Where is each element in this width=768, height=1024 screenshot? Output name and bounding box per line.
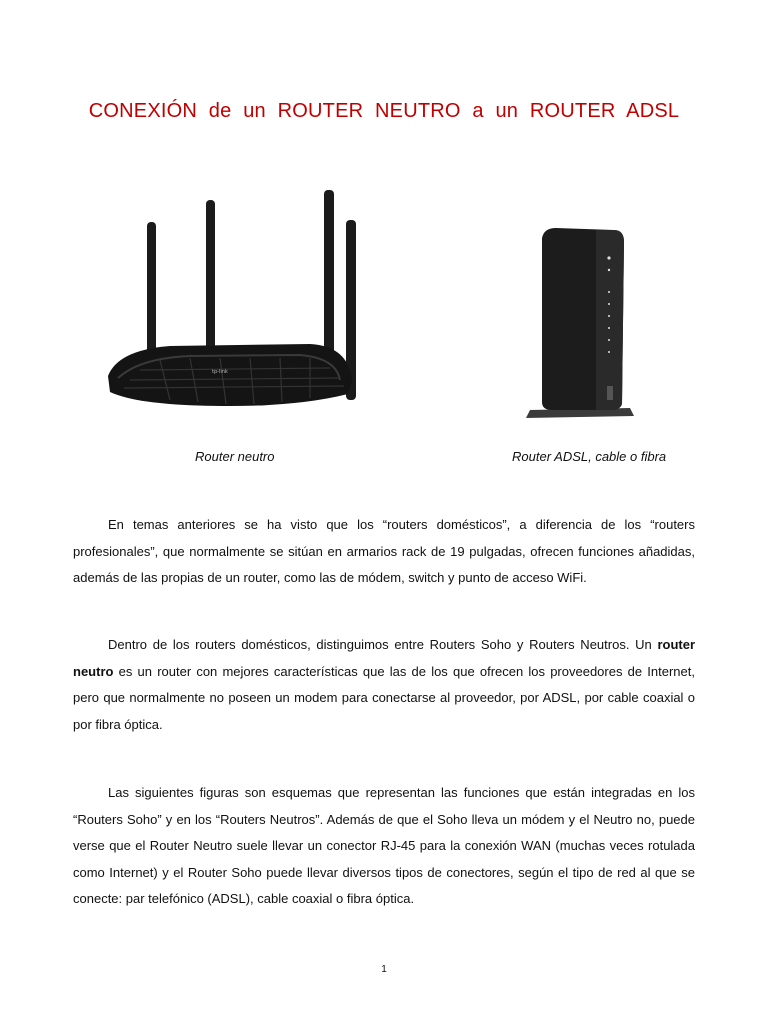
paragraph-router-neutro-text-start: Dentro de los routers domésticos, distinguimos entre Routers Soho y Routers Neutros. Un <box>108 637 658 652</box>
caption-router-adsl: Router ADSL, cable o fibra <box>512 449 667 464</box>
paragraph-figures-text: Las siguientes figuras son esquemas que representan las funciones que están integradas en los “Routers Soho” y en los “Routers Neutros”. Además de que el Soho lleva un módem y el Neutro no, puede verse que el Router Neutro suele llevar un conector RJ-45 para la conexión WAN (muchas veces rotulada como Internet) y el Router Soho puede llevar diversos tipos de conectores, según el tipo de red al que se conecte: par telefónico (ADSL), cable coaxial o fibra óptica. <box>73 785 695 906</box>
paragraph-intro <box>73 512 695 592</box>
router-neutro-term: router neutro <box>73 637 695 679</box>
paragraph-router-neutro <box>73 632 695 738</box>
router-adsl-image <box>512 218 652 428</box>
router-neutro-image <box>100 180 360 430</box>
page-number: 1 <box>381 964 387 975</box>
page-title: CONEXIÓN de un ROUTER NEUTRO a un ROUTER ADSL <box>88 100 680 122</box>
paragraph-router-neutro-text-end: es un router con mejores características que las de los que ofrecen los proveedores de Internet, pero que normalmente no poseen un modem para conectarse al proveedor, por ADSL, por cable coaxial o por fibra óptica. <box>73 663 695 732</box>
paragraph-intro-text: En temas anteriores se ha visto que los “routers domésticos”, a diferencia de los “routers profesionales”, que normalmente se sitúan en armarios rack de 19 pulgadas, ofrecen funciones añadidas, además de las propias de un router, como las de módem, switch y punto de acceso WiFi. <box>73 517 695 585</box>
svg-text:tp-link: tp-link <box>212 369 228 375</box>
paragraph-figures <box>73 780 695 913</box>
caption-router-neutro: Router neutro <box>195 449 275 464</box>
